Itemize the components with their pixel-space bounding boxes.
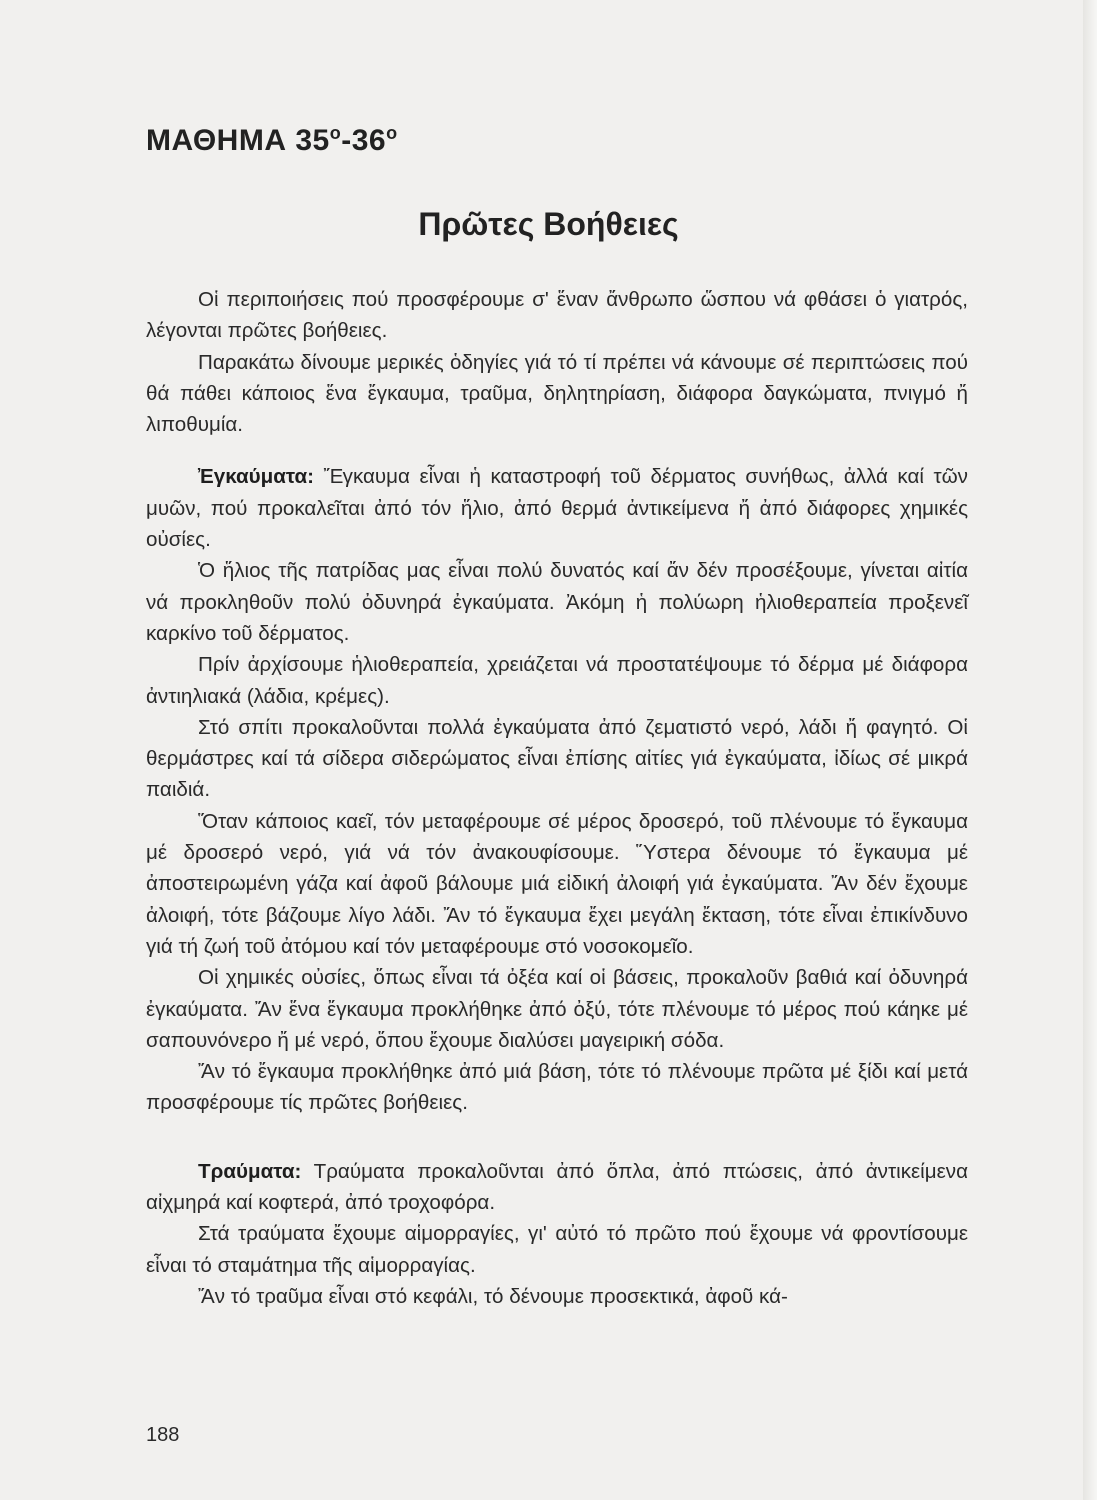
paragraph: Πρίν ἀρχίσουμε ἡλιοθεραπεία, χρειάζεται νά προστατέψουμε τό δέρμα μέ διάφορα ἀντιηλιακά (λάδια, κρέμες). <box>146 653 968 708</box>
paragraph-burns: Ἐγκαύματα: Ἔγκαυμα εἶναι ἡ καταστροφή τοῦ δέρματος συνήθως, ἀλλά καί τῶν μυῶν, πού προκαλεῖται ἀπό τόν ἥλιο, ἀπό θερμά ἀντικείμενα ἤ ἀπό διάφορες χημικές οὐσίες. <box>146 465 968 552</box>
paragraph: Ὁ ἥλιος τῆς πατρίδας μας εἶναι πολύ δυνατός καί ἄν δέν προσέξουμε, γίνεται αἰτία νά προκληθοῦν πολύ ὀδυνηρά ἐγκαύματα. Ἀκόμη ἡ πολύωρη ἡλιοθεραπεία προξενεῖ καρκίνο τοῦ δέρματος. <box>146 559 968 645</box>
paragraph-wounds: Τραύματα: Τραύματα προκαλοῦνται ἀπό ὅπλα, ἀπό πτώσεις, ἀπό ἀντικείμενα αἰχμηρά καί κοφτερά, ἀπό τροχοφόρα. <box>146 1159 968 1215</box>
term-burns: Ἐγκαύματα: <box>198 465 315 489</box>
page-number: 188 <box>146 1424 180 1446</box>
body-text <box>146 284 968 1312</box>
lesson-heading: ΜΑΘΗΜΑ $35^o-36^o$ <box>146 123 398 157</box>
paragraph: Ἄν τό ἔγκαυμα προκλήθηκε ἀπό μιά βάση, τότε τό πλένουμε πρῶτα μέ ξίδι καί μετά προσφέρουμε τίς πρῶτες βοήθειες. <box>146 1060 968 1115</box>
paragraph: Ὅταν κάποιος καεῖ, τόν μεταφέρουμε σέ μέρος δροσερό, τοῦ πλένουμε τό ἔγκαυμα μέ δροσερό νερό, γιά νά τόν ἀνακουφίσουμε. Ὕστερα δένουμε τό ἔγκαυμα μέ ἀποστειρωμένη γάζα καί ἀφοῦ βάλουμε μιά εἰδική ἀλοιφή γιά ἐγκαύματα. Ἄν δέν ἔχουμε ἀλοιφή, τότε βάζουμε λίγο λάδι. Ἄν τό ἔγκαυμα ἔχει μεγάλη ἔκταση, τότε εἶναι ἐπικίνδυνο γιά τή ζωή τοῦ ἀτόμου καί τόν μεταφέρουμε στό νοσοκομεῖο. <box>146 809 968 958</box>
paragraph: Παρακάτω δίνουμε μερικές ὁδηγίες γιά τό τί πρέπει νά κάνουμε σέ περιπτώσεις πού θά πάθει κάποιος ἕνα ἔγκαυμα, τραῦμα, δηλητηρίαση, διάφορα δαγκώματα, πνιγμό ἤ λιποθυμία. <box>146 350 968 437</box>
paragraph: Ἄν τό τραῦμα εἶναι στό κεφάλι, τό δένουμε προσεκτικά, ἀφοῦ κά- <box>198 1284 788 1308</box>
paragraph: Στό σπίτι προκαλοῦνται πολλά ἐγκαύματα ἀπό ζεματιστό νερό, λάδι ἤ φαγητό. Οἱ θερμάστρες καί τά σίδερα σιδερώματος εἶναι ἐπίσης αἰτίες γιά ἐγκαύματα, ἰδίως σέ μικρά παιδιά. <box>146 715 968 802</box>
page-title: Πρῶτες Βοήθειες <box>418 206 679 242</box>
term-wounds: Τραύματα: <box>198 1159 302 1183</box>
paragraph: Οἱ περιποιήσεις πού προσφέρουμε σ' ἕναν ἄνθρωπο ὥσπου νά φθάσει ὁ γιατρός, λέγονται πρῶτες βοήθειες. <box>146 288 968 343</box>
paragraph: Οἱ χημικές οὐσίες, ὅπως εἶναι τά ὀξέα καί οἱ βάσεις, προκαλοῦν βαθιά καί ὀδυνηρά ἐγκαύματα. Ἄν ἕνα ἔγκαυμα προκλήθηκε ἀπό ὀξύ, τότε πλένουμε τό μέρος πού κάηκε μέ σαπουνόνερο ἤ μέ νερό, ὅπου ἔχουμε διαλύσει μαγειρική σόδα. <box>146 966 968 1052</box>
paragraph: Στά τραύματα ἔχουμε αἱμορραγίες, γι' αὐτό τό πρῶτο πού ἔχουμε νά φροντίσουμε εἶναι τό σταμάτημα τῆς αἱμορραγίας. <box>146 1222 968 1277</box>
